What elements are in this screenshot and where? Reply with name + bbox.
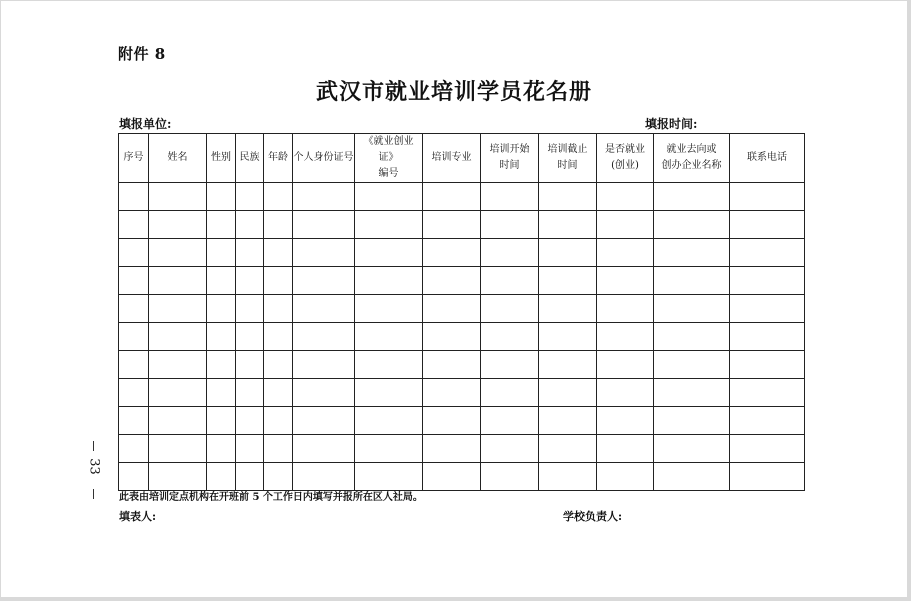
table-cell[interactable] [654,463,730,491]
table-cell[interactable] [149,211,207,239]
table-cell[interactable] [293,211,355,239]
table-cell[interactable] [654,183,730,211]
table-cell[interactable] [481,351,539,379]
table-cell[interactable] [149,463,207,491]
document-page [1,1,907,597]
table-cell[interactable] [236,211,264,239]
table-cell[interactable] [119,183,149,211]
table-cell[interactable] [236,435,264,463]
table-cell[interactable] [293,323,355,351]
table-cell[interactable] [293,295,355,323]
table-cell[interactable] [355,183,423,211]
table-cell[interactable] [207,239,236,267]
page-number-dash-bottom [93,489,94,499]
table-cell[interactable] [539,407,597,435]
table-cell[interactable] [207,379,236,407]
table-cell[interactable] [654,295,730,323]
table-cell[interactable] [264,379,293,407]
table-cell[interactable] [481,211,539,239]
table-cell[interactable] [423,211,481,239]
table-cell[interactable] [207,407,236,435]
table-cell[interactable] [481,267,539,295]
table-cell[interactable] [264,183,293,211]
table-row [119,239,805,267]
table-footnote: 此表由培训定点机构在开班前 5 个工作日内填写并报所在区人社局。 [119,492,423,503]
fill-time-label: 填报时间: [645,117,698,131]
table-cell[interactable] [355,379,423,407]
table-cell[interactable] [355,463,423,491]
table-cell[interactable] [730,239,805,267]
table-cell[interactable] [207,351,236,379]
table-cell[interactable] [597,323,654,351]
header-name: 姓名 [149,134,207,183]
table-cell[interactable] [236,351,264,379]
table-cell[interactable] [654,407,730,435]
table-row [119,379,805,407]
table-cell[interactable] [119,323,149,351]
table-cell[interactable] [423,183,481,211]
table-cell[interactable] [355,239,423,267]
table-row [119,435,805,463]
table-cell[interactable] [149,351,207,379]
table-cell[interactable] [730,183,805,211]
table-row [119,183,805,211]
table-cell[interactable] [293,267,355,295]
table-cell[interactable] [207,323,236,351]
table-cell[interactable] [539,435,597,463]
table-cell[interactable] [264,407,293,435]
table-cell[interactable] [730,323,805,351]
table-cell[interactable] [730,435,805,463]
header-age: 年龄 [264,134,293,183]
table-cell[interactable] [236,463,264,491]
table-cell[interactable] [423,435,481,463]
table-cell[interactable] [149,295,207,323]
table-cell[interactable] [236,379,264,407]
table-cell[interactable] [539,463,597,491]
table-cell[interactable] [597,267,654,295]
header-contact-phone: 联系电话 [730,134,805,183]
table-cell[interactable] [654,435,730,463]
table-cell[interactable] [207,211,236,239]
table-cell[interactable] [293,379,355,407]
table-cell[interactable] [355,295,423,323]
table-cell[interactable] [423,239,481,267]
roster-table [118,133,805,491]
table-cell[interactable] [597,211,654,239]
table-cell[interactable] [355,267,423,295]
table-cell[interactable] [293,351,355,379]
table-cell[interactable] [654,267,730,295]
table-cell[interactable] [481,323,539,351]
table-cell[interactable] [264,267,293,295]
table-cell[interactable] [236,295,264,323]
table-cell[interactable] [423,379,481,407]
table-cell[interactable] [207,183,236,211]
table-row [119,351,805,379]
header-ethnicity: 民族 [236,134,264,183]
table-cell[interactable] [730,351,805,379]
table-cell[interactable] [423,295,481,323]
page-number: 33 [86,458,102,475]
table-cell[interactable] [355,323,423,351]
table-cell[interactable] [119,463,149,491]
table-cell[interactable] [149,407,207,435]
header-employment-certificate: 《就业创业证》 编号 [355,134,423,183]
table-cell[interactable] [730,379,805,407]
table-cell[interactable] [119,351,149,379]
filler-label: 填表人: [119,510,157,523]
principal-label: 学校负责人: [563,510,623,523]
page-number-dash-top [93,441,94,451]
table-cell[interactable] [119,407,149,435]
table-cell[interactable] [481,435,539,463]
table-cell[interactable] [423,407,481,435]
table-cell[interactable] [236,407,264,435]
table-cell[interactable] [423,463,481,491]
header-id-number: 个人身份证号 [293,134,355,183]
table-cell[interactable] [730,295,805,323]
page-title: 武汉市就业培训学员花名册 [315,79,592,105]
table-cell[interactable] [236,239,264,267]
table-cell[interactable] [119,295,149,323]
table-cell[interactable] [236,183,264,211]
table-cell[interactable] [264,351,293,379]
table-cell[interactable] [207,463,236,491]
table-cell[interactable] [654,351,730,379]
table-cell[interactable] [597,239,654,267]
table-cell[interactable] [730,211,805,239]
header-row [119,134,805,183]
table-cell[interactable] [264,239,293,267]
table-cell[interactable] [654,211,730,239]
table-cell[interactable] [149,239,207,267]
table-cell[interactable] [355,435,423,463]
table-cell[interactable] [539,295,597,323]
table-cell[interactable] [149,435,207,463]
table-cell[interactable] [730,407,805,435]
table-cell[interactable] [423,351,481,379]
header-employment-destination: 就业去向或 创办企业名称 [654,134,730,183]
table-row [119,295,805,323]
header-serial-number: 序号 [119,134,149,183]
table-cell[interactable] [539,379,597,407]
table-cell[interactable] [597,435,654,463]
table-cell[interactable] [264,323,293,351]
header-gender: 性别 [207,134,236,183]
table-cell[interactable] [119,239,149,267]
table-cell[interactable] [264,463,293,491]
table-row [119,407,805,435]
table-cell[interactable] [539,267,597,295]
table-cell[interactable] [355,351,423,379]
table-cell[interactable] [597,183,654,211]
table-row [119,211,805,239]
header-employed: 是否就业 (创业) [597,134,654,183]
table-cell[interactable] [481,463,539,491]
table-cell[interactable] [149,323,207,351]
table-cell[interactable] [264,295,293,323]
table-cell[interactable] [539,183,597,211]
header-training-start: 培训开始 时间 [481,134,539,183]
table-cell[interactable] [423,323,481,351]
table-cell[interactable] [149,267,207,295]
table-row [119,323,805,351]
table-cell[interactable] [236,323,264,351]
table-cell[interactable] [597,351,654,379]
table-cell[interactable] [149,183,207,211]
table-cell[interactable] [355,211,423,239]
table-cell[interactable] [730,267,805,295]
table-cell[interactable] [119,379,149,407]
table-cell[interactable] [264,211,293,239]
table-cell[interactable] [481,183,539,211]
table-cell[interactable] [293,463,355,491]
fill-unit-label: 填报单位: [119,117,172,131]
table-cell[interactable] [293,183,355,211]
table-cell[interactable] [654,239,730,267]
table-cell[interactable] [597,295,654,323]
table-cell[interactable] [293,239,355,267]
table-row [119,267,805,295]
header-training-major: 培训专业 [423,134,481,183]
table-cell[interactable] [597,407,654,435]
table-cell[interactable] [539,239,597,267]
table-cell[interactable] [539,323,597,351]
table-cell[interactable] [481,239,539,267]
attachment-label: 附件 8 [118,45,166,63]
table-cell[interactable] [149,379,207,407]
table-cell[interactable] [293,407,355,435]
table-cell[interactable] [730,463,805,491]
table-cell[interactable] [539,351,597,379]
table-cell[interactable] [119,435,149,463]
roster-body [119,183,805,491]
table-cell[interactable] [293,435,355,463]
table-cell[interactable] [236,267,264,295]
table-cell[interactable] [481,407,539,435]
table-cell[interactable] [355,407,423,435]
table-cell[interactable] [207,435,236,463]
table-cell[interactable] [654,323,730,351]
header-training-end: 培训截止 时间 [539,134,597,183]
table-cell[interactable] [264,435,293,463]
table-cell[interactable] [654,379,730,407]
table-cell[interactable] [597,463,654,491]
table-cell[interactable] [597,379,654,407]
table-cell[interactable] [119,211,149,239]
table-cell[interactable] [481,295,539,323]
table-cell[interactable] [207,295,236,323]
table-cell[interactable] [119,267,149,295]
table-cell[interactable] [481,379,539,407]
table-row [119,463,805,491]
table-cell[interactable] [539,211,597,239]
table-cell[interactable] [207,267,236,295]
table-cell[interactable] [423,267,481,295]
